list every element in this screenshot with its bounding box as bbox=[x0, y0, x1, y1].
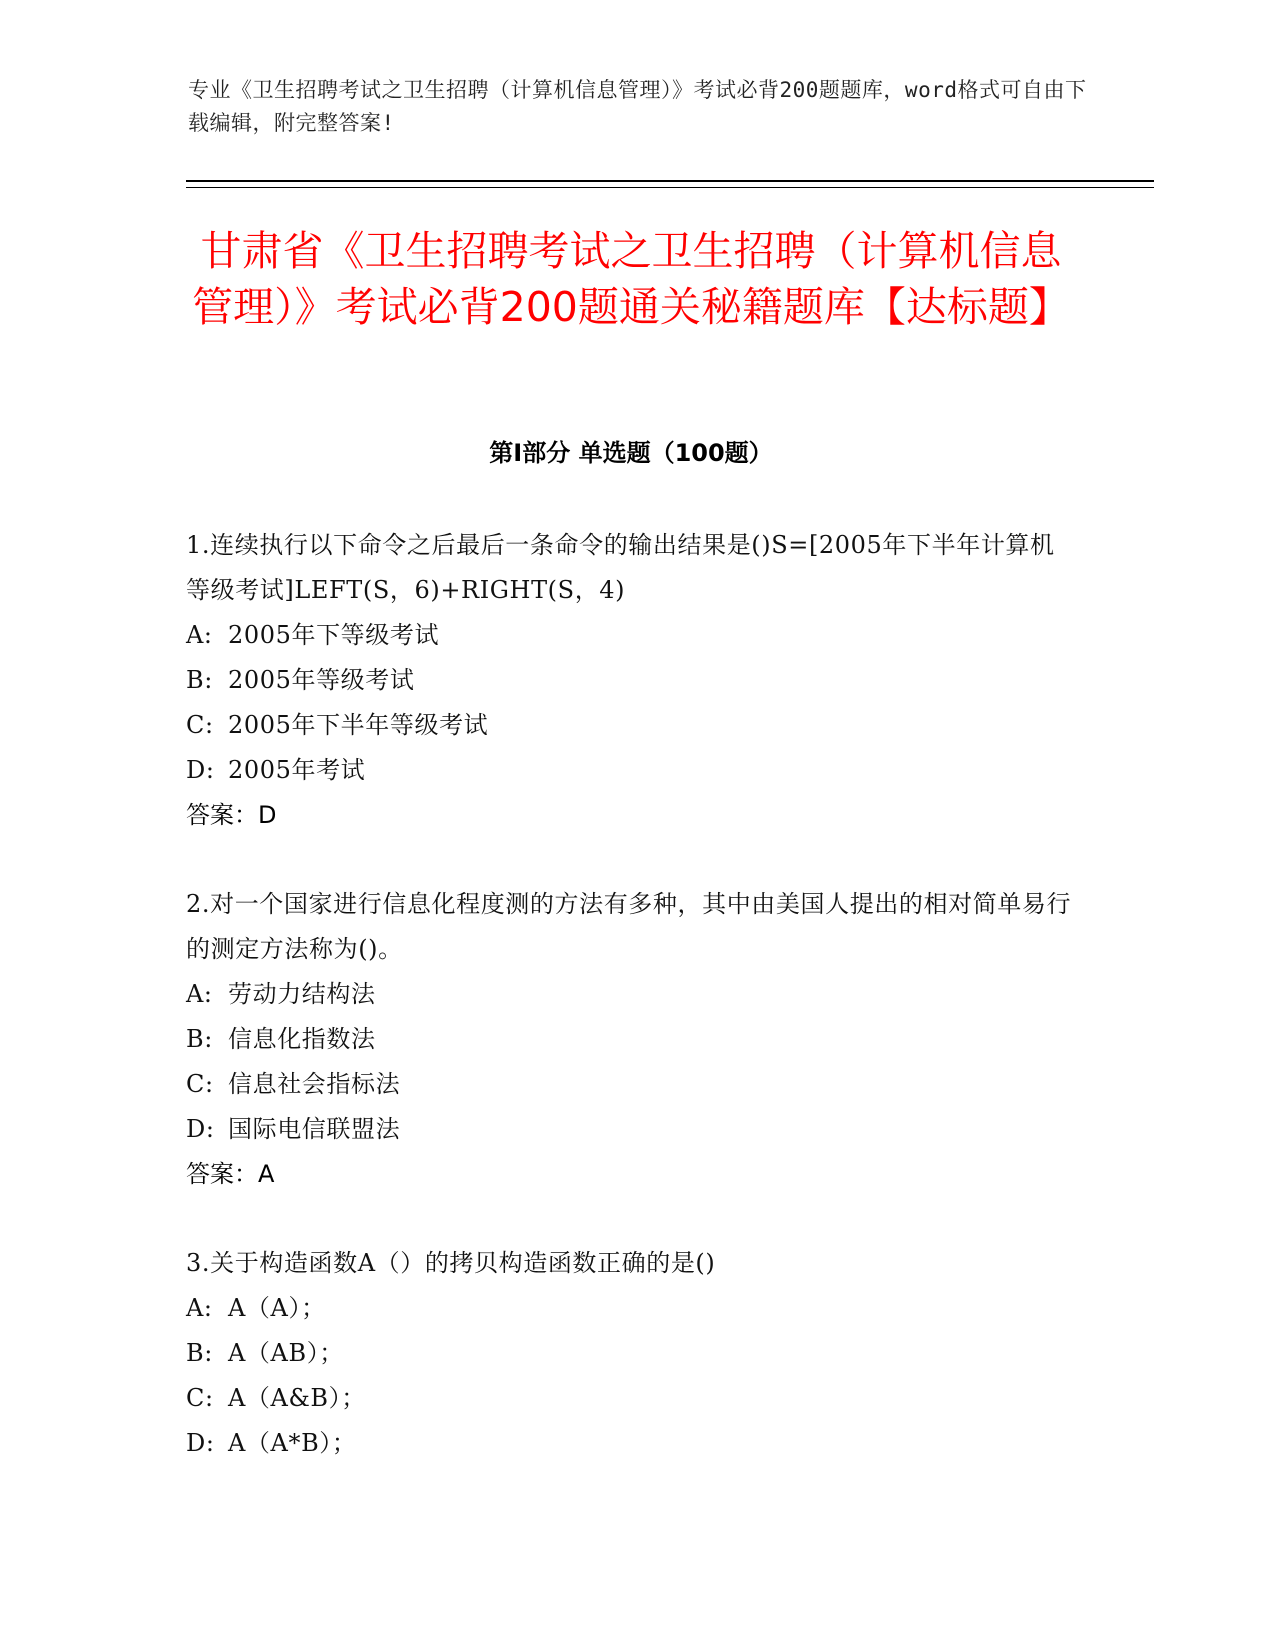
option-key: A: bbox=[186, 621, 213, 649]
option-c bbox=[186, 703, 1076, 748]
option-text: 2005年考试 bbox=[228, 756, 366, 784]
question-1 bbox=[186, 523, 1076, 838]
option-text: 2005年下等级考试 bbox=[228, 621, 440, 649]
question-text: 1.连续执行以下命令之后最后一条命令的输出结果是()S=[2005年下半年计算机等级考试]LEFT(S，6)+RIGHT(S，4) bbox=[186, 531, 1055, 604]
option-key: C: bbox=[186, 1070, 214, 1098]
option-c bbox=[186, 1062, 1076, 1107]
option-d bbox=[186, 1421, 1076, 1466]
option-text: 信息社会指标法 bbox=[228, 1070, 401, 1098]
option-text: A（A&B）； bbox=[228, 1384, 366, 1412]
option-d bbox=[186, 748, 1076, 793]
option-text: 2005年等级考试 bbox=[228, 666, 415, 694]
option-b bbox=[186, 1331, 1076, 1376]
question-text: 2.对一个国家进行信息化程度测的方法有多种，其中由美国人提出的相对简单易行的测定方法称为()。 bbox=[186, 890, 1072, 963]
option-text: 国际电信联盟法 bbox=[228, 1115, 401, 1143]
option-key: B: bbox=[186, 1025, 213, 1053]
section-title: 第I部分 单选题（100题） bbox=[489, 439, 773, 467]
option-key: D: bbox=[186, 1115, 215, 1143]
question-3 bbox=[186, 1241, 1076, 1466]
option-key: C: bbox=[186, 711, 214, 739]
option-c bbox=[186, 1376, 1076, 1421]
option-key: A: bbox=[186, 1294, 213, 1322]
option-key: C: bbox=[186, 1384, 214, 1412]
option-a bbox=[186, 1286, 1076, 1331]
header-divider-thick bbox=[186, 180, 1154, 182]
option-a bbox=[186, 613, 1076, 658]
option-key: B: bbox=[186, 1339, 213, 1367]
option-key: D: bbox=[186, 756, 215, 784]
answer-line: 答案：D bbox=[186, 801, 277, 829]
option-key: D: bbox=[186, 1429, 215, 1457]
option-text: 信息化指数法 bbox=[228, 1025, 376, 1053]
option-key: A: bbox=[186, 980, 213, 1008]
header-note: 专业《卫生招聘考试之卫生招聘（计算机信息管理）》考试必背200题题库，word格式可自由下载编辑，附完整答案! bbox=[188, 78, 1087, 135]
document-title: 甘肃省《卫生招聘考试之卫生招聘（计算机信息管理）》考试必背200题通关秘籍题库【达标题】 bbox=[192, 227, 1070, 331]
option-key: B: bbox=[186, 666, 213, 694]
option-d bbox=[186, 1107, 1076, 1152]
option-a bbox=[186, 972, 1076, 1017]
question-text: 3.关于构造函数A（）的拷贝构造函数正确的是() bbox=[186, 1249, 716, 1277]
question-2 bbox=[186, 882, 1076, 1197]
option-b bbox=[186, 658, 1076, 703]
header-divider-thin bbox=[186, 187, 1154, 188]
option-text: 劳动力结构法 bbox=[228, 980, 376, 1008]
option-text: A（A）； bbox=[228, 1294, 326, 1322]
option-text: 2005年下半年等级考试 bbox=[228, 711, 489, 739]
option-text: A（A*B）； bbox=[228, 1429, 357, 1457]
answer-line: 答案：A bbox=[186, 1160, 275, 1188]
option-b bbox=[186, 1017, 1076, 1062]
option-text: A（AB）； bbox=[228, 1339, 344, 1367]
